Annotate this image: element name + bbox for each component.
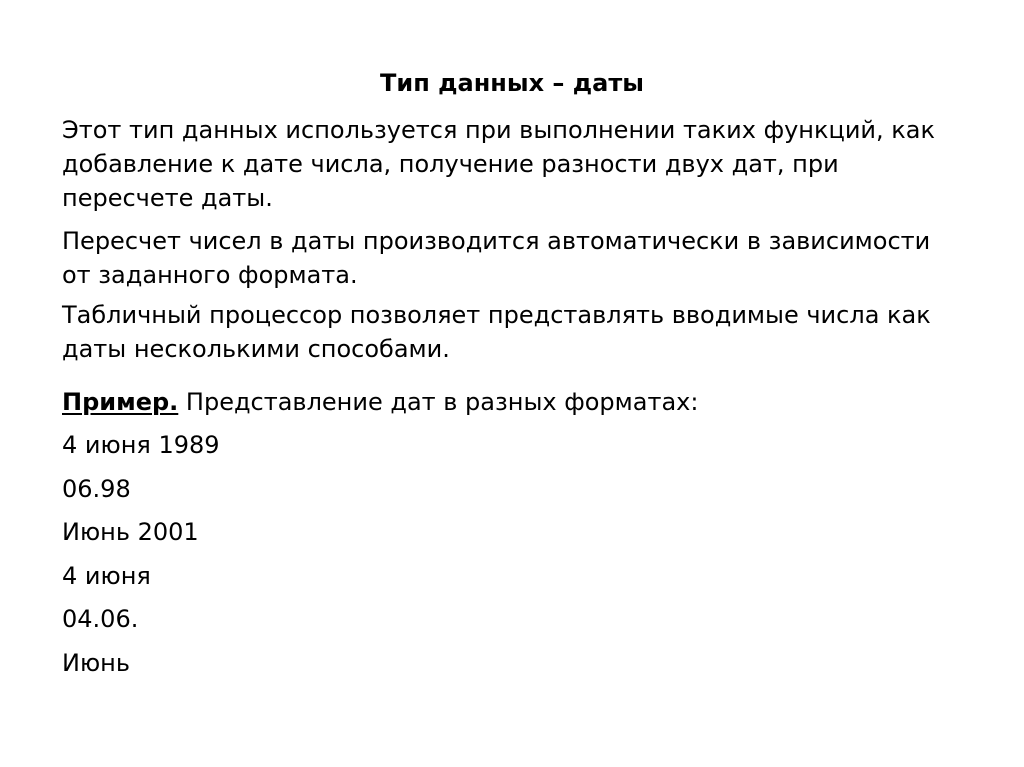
date-examples-list [62,428,220,690]
date-example: 4 июня 1989 [62,431,220,459]
example-text: Представление дат в разных форматах: [178,388,699,416]
date-example: 4 июня [62,561,151,590]
date-example: Июнь 2001 [62,518,199,547]
date-example: 04.06. [62,605,139,634]
date-example: 06.98 [62,474,131,503]
paragraph-auto-conversion: Пересчет чисел в даты производится автоматически в зависимости от заданного формата. [62,227,931,289]
example-line [62,385,962,419]
paragraph-date-functions: Этот тип данных используется при выполнении таких функций, как добавление к дате числа, получение разности двух дат, при пересчете даты. [62,116,935,212]
date-example: Июнь [62,648,130,677]
slide-title: Тип данных – даты [380,69,644,97]
paragraph-date-formats: Табличный процессор позволяет представлять вводимые числа как даты несколькими способами. [62,301,931,363]
example-label: Пример. [62,388,179,416]
